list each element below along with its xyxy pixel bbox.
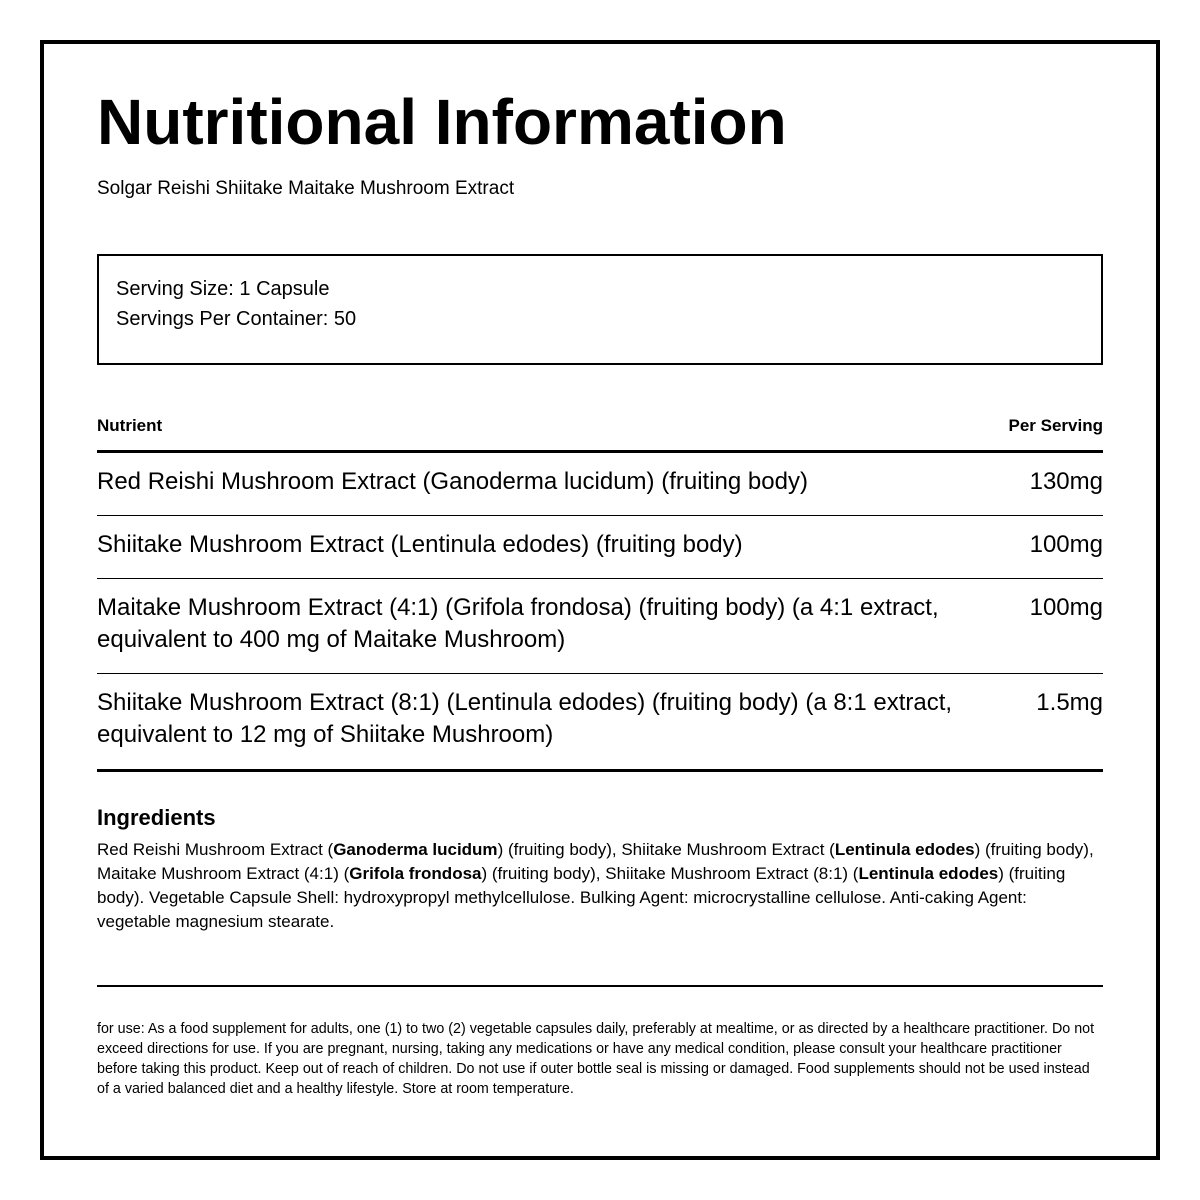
nutrient-amount: 130mg [1029,468,1103,495]
serving-size: Serving Size: 1 Capsule [116,278,330,300]
ingredient-latin-name: Lentinula edodes [834,840,975,859]
nutrient-name: Red Reishi Mushroom Extract (Ganoderma lucidum) (fruiting body) [97,468,808,495]
page-title: Nutritional Information [97,86,787,158]
table-row [97,453,1103,516]
ingredient-latin-name: Lentinula edodes [858,864,999,883]
table-row [97,674,1103,772]
table-row [97,579,1103,674]
section-divider [97,985,1103,987]
ingredients-text-part: ) (fruiting body), Maitake Mushroom Extract (4:1) ( [97,840,1094,883]
nutrient-amount: 1.5mg [1036,689,1103,716]
nutrient-amount: 100mg [1029,594,1103,621]
servings-per-container: Servings Per Container: 50 [116,308,357,330]
nutrient-name: Maitake Mushroom Extract (4:1) (Grifola frondosa) (fruiting body) (a 4:1 extract, equivalent to 400 mg of Maitake Mushroom) [97,594,939,653]
ingredient-latin-name: Ganoderma lucidum [333,840,498,859]
ingredients-text [97,838,1103,934]
ingredients-text-part: ) (fruiting body), Shiitake Mushroom Extract ( [497,840,835,859]
table-header [97,416,1103,453]
ingredients-section [97,804,1103,934]
nutrient-amount: 100mg [1029,531,1103,558]
nutrient-name: Shiitake Mushroom Extract (Lentinula edodes) (fruiting body) [97,531,743,558]
ingredients-text-part: Red Reishi Mushroom Extract ( [97,840,334,859]
nutrient-name: Shiitake Mushroom Extract (8:1) (Lentinula edodes) (fruiting body) (a 8:1 extract, equivalent to 12 mg of Shiitake Mushroom) [97,689,953,748]
column-header-nutrient: Nutrient [97,416,163,435]
column-header-per-serving: Per Serving [1008,416,1103,435]
directions-text: for use: As a food supplement for adults, one (1) to two (2) vegetable capsules daily, preferably at mealtime, or as directed by a healthcare practitioner. Do not exceed directions for use. If you are pregnant, nursing, taking any medications or have any medical condition, please consult your healthcare practitioner before taking this product. Keep out of reach of children. Do not use if outer bottle seal is missing or damaged. Food supplements should not be used instead of a varied balanced diet and a healthy lifestyle. Store at room temperature. [97,1021,1095,1097]
table-row [97,516,1103,579]
product-name: Solgar Reishi Shiitake Maitake Mushroom Extract [97,178,515,199]
nutrient-table [97,416,1103,772]
ingredients-text-part: ) (fruiting body), Shiitake Mushroom Extract (8:1) ( [481,864,859,883]
ingredients-heading: Ingredients [97,805,216,830]
ingredient-latin-name: Grifola frondosa [349,864,482,883]
serving-info-box [97,254,1103,365]
ingredients-text-part: ) (fruiting body). Vegetable Capsule Shell: hydroxypropyl methylcellulose. Bulking Agent: microcrystalline cellulose. Anti-caking Agent: vegetable magnesium stearate. [97,864,1066,931]
